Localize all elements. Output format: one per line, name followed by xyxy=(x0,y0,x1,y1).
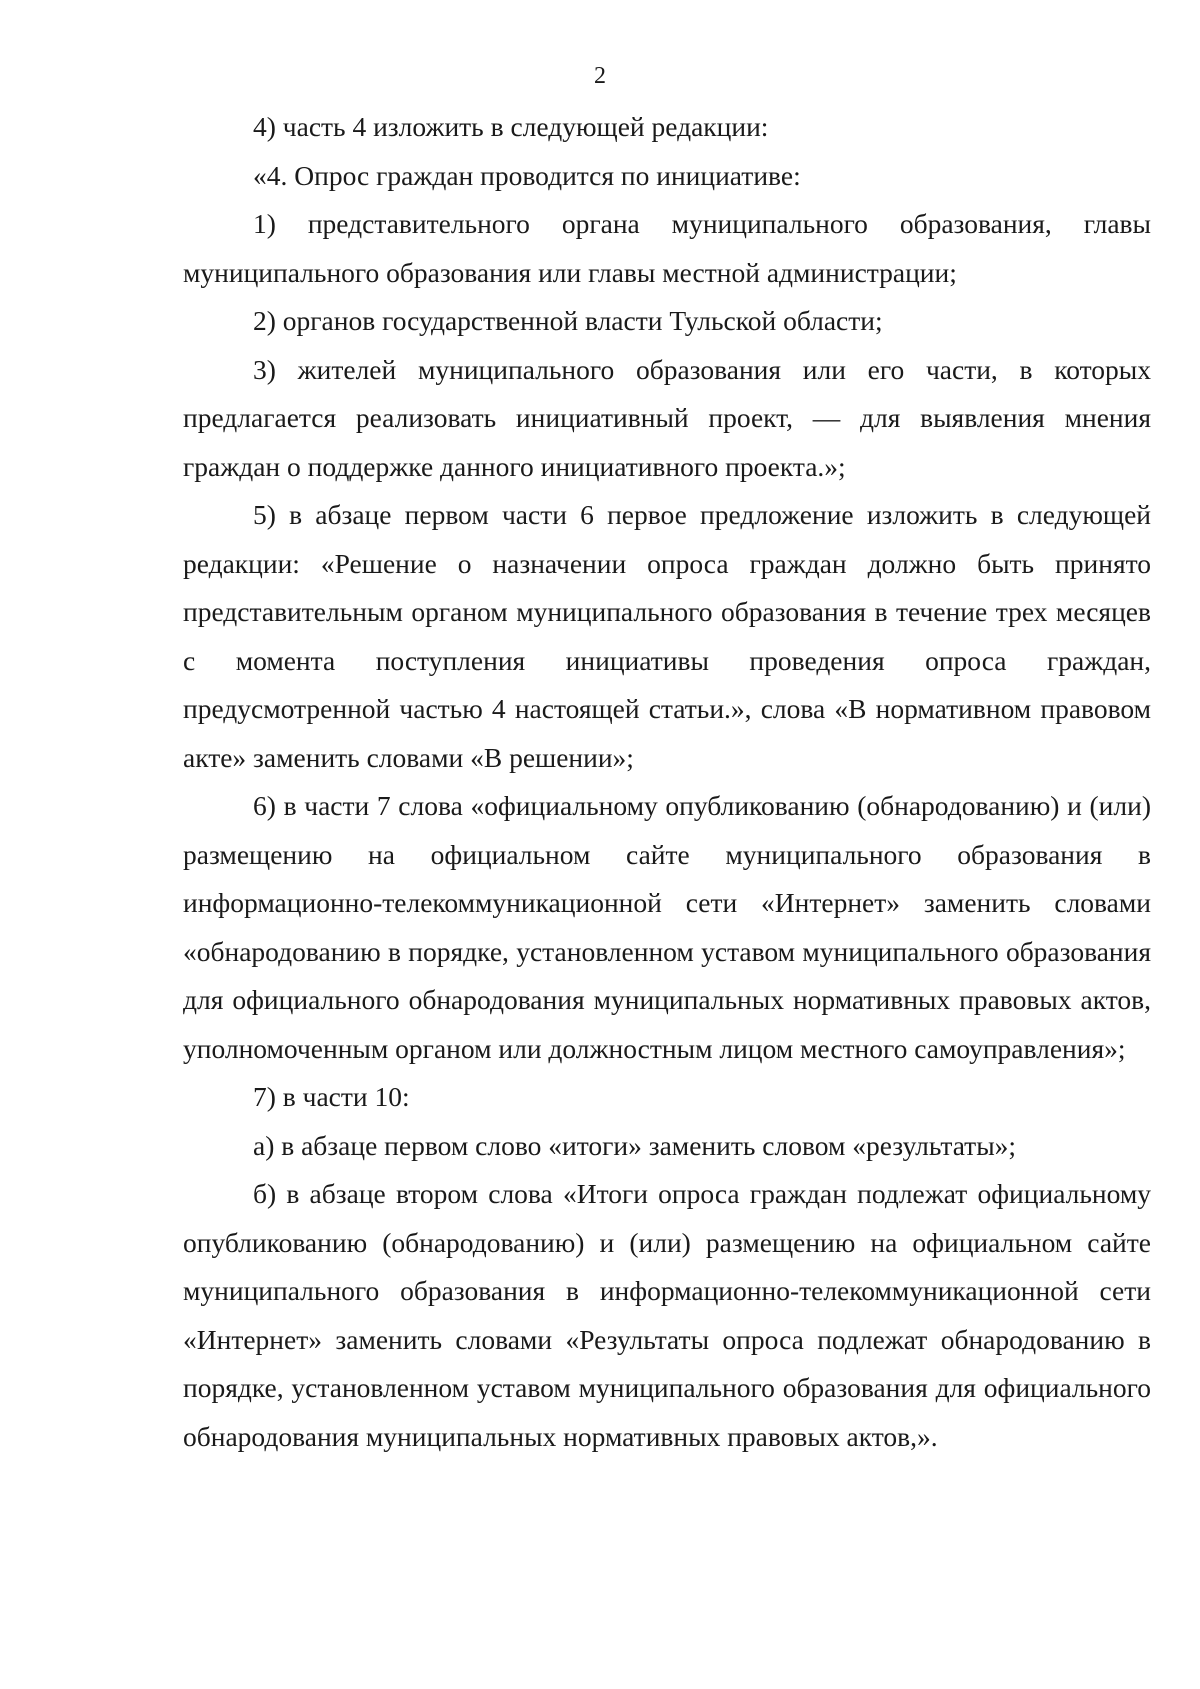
paragraph-item-6: 6) в части 7 слова «официальному опубликованию (обнародованию) и (или) размещению на официальном сайте муниципального образования в информационно-телекоммуникационной сети «Интернет» заменить словами «обнародованию в порядке, установленном уставом муниципального образования для официального обнародования муниципальных нормативных правовых актов, уполномоченным органом или должностным лицом местного самоуправления»; xyxy=(183,790,1151,1064)
paragraph-part-4-intro: «4. Опрос граждан проводится по инициативе: xyxy=(253,159,801,191)
paragraph-subitem-a: а) в абзаце первом слово «итоги» заменить словом «результаты»; xyxy=(253,1129,1017,1161)
paragraph-initiative-3: 3) жителей муниципального образования или его части, в которых предлагается реализовать инициативный проект, — для выявления мнения граждан о поддержке данного инициативного проекта.»; xyxy=(183,353,1151,482)
paragraph-item-7: 7) в части 10: xyxy=(253,1081,410,1112)
document-body xyxy=(183,103,1151,1461)
paragraph-initiative-2: 2) органов государственной власти Тульской области; xyxy=(253,305,883,336)
paragraph-item-4: 4) часть 4 изложить в следующей редакции: xyxy=(253,111,769,142)
paragraph-subitem-b: б) в абзаце втором слова «Итоги опроса граждан подлежат официальному опубликованию (обнародованию) и (или) размещению на официальном сайте муниципального образования в информационно-телекоммуникационной сети «Интернет» заменить словами «Результаты опроса подлежат обнародованию в порядке, установленном уставом муниципального образования для официального обнародования муниципальных нормативных правовых актов,». xyxy=(183,1178,1151,1452)
page-number: 2 xyxy=(594,63,606,89)
paragraph-initiative-1: 1) представительного органа муниципального образования, главы муниципального образования или главы местной администрации; xyxy=(183,208,1151,288)
paragraph-item-5: 5) в абзаце первом части 6 первое предложение изложить в следующей редакции: «Решение о назначении опроса граждан должно быть принято представительным органом муниципального образования в течение трех месяцев с момента поступления инициативы проведения опроса граждан, предусмотренной частью 4 настоящей статьи.», слова «В нормативном правовом акте» заменить словами «В решении»; xyxy=(183,499,1151,773)
